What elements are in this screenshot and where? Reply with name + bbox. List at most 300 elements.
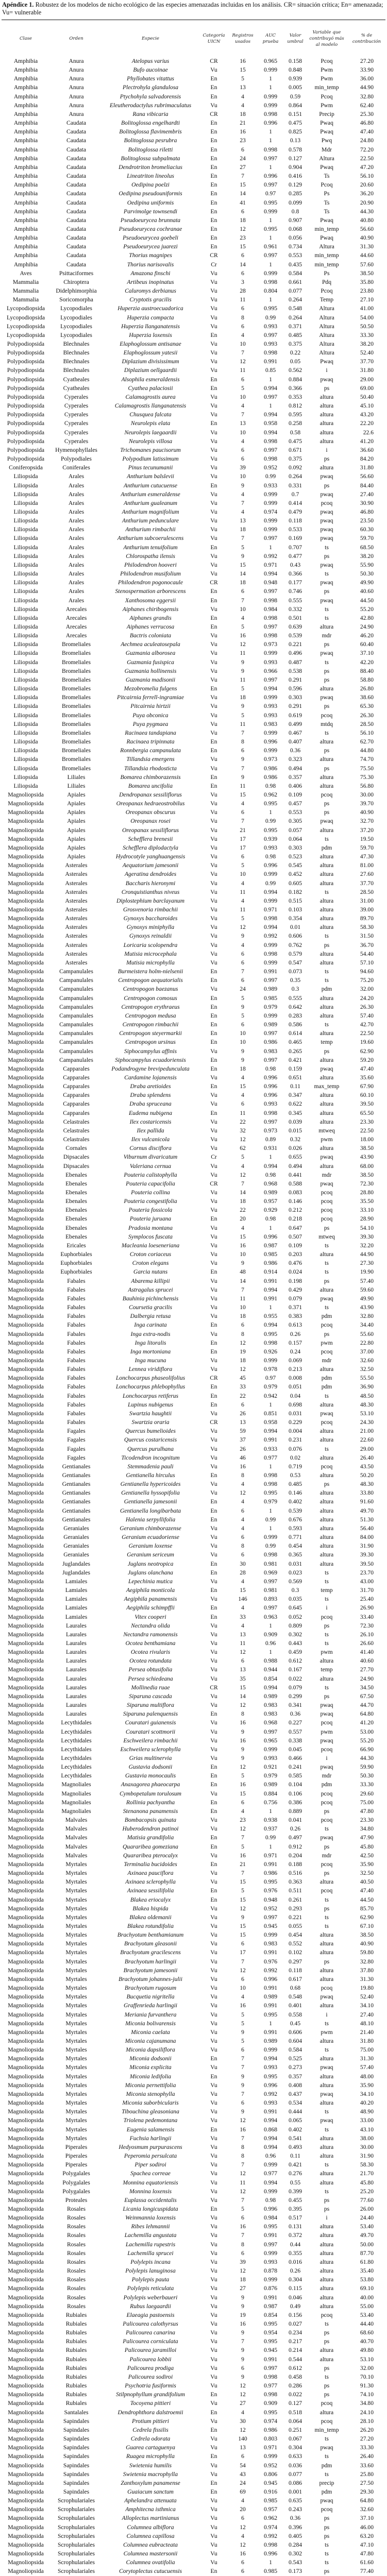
cell-clase: Amphibia	[13, 128, 38, 135]
cell-clase: Magnoliopsida	[8, 1489, 44, 1497]
cell-especie: Parvimolge townsendi	[123, 208, 177, 215]
cell-especie: Pseudoeurycea brunnata	[120, 216, 181, 224]
cell-categoria: En	[210, 75, 217, 82]
cell-especie: Bauhinia pichinchensis	[122, 1295, 179, 1302]
cell-umbral: 0.612	[288, 1657, 302, 1665]
cell-orden: Caudata	[66, 190, 86, 197]
cell-variable: altura	[319, 1100, 334, 1108]
cell-umbral: 0.004	[288, 1428, 302, 1435]
cell-variable: altura	[319, 1286, 334, 1293]
table-row	[0, 1427, 387, 1435]
cell-contribucion: 67.90	[360, 1083, 374, 1090]
cell-clase: Polypodiopsida	[7, 341, 45, 347]
cell-umbral: 0.173	[288, 2568, 302, 2575]
cell-contribucion: 40.70	[360, 2338, 374, 2345]
cell-especie: Nectandra olida	[131, 1622, 170, 1629]
cell-especie: Inga extra-nodis	[130, 1330, 171, 1337]
cell-especie: Oedipina uniformis	[127, 199, 174, 206]
table-row	[0, 2019, 387, 2028]
cell-auc: 0.998	[263, 632, 278, 639]
cell-clase: Magnoliopsida	[8, 2444, 44, 2451]
cell-registros: 16	[240, 1719, 246, 1726]
cell-registros: 15	[240, 1233, 246, 1240]
table-row	[0, 1816, 387, 1824]
cell-orden: Cyperales	[64, 393, 89, 400]
cell-registros: 12	[240, 2382, 246, 2389]
table-row	[0, 304, 387, 313]
cell-clase: Magnoliopsida	[8, 888, 44, 895]
cell-categoria: En	[210, 1383, 217, 1391]
cell-contribucion: 47.20	[360, 163, 374, 171]
cell-clase: Magnoliopsida	[8, 1755, 44, 1761]
cell-categoria: Vu	[210, 1737, 217, 1744]
cell-categoria: Vu	[210, 2179, 217, 2186]
cell-contribucion: 57.10	[360, 959, 374, 966]
table-row	[0, 1224, 387, 1232]
table-row	[0, 322, 387, 331]
cell-orden: Apiales	[67, 835, 86, 842]
table-row	[0, 401, 387, 410]
cell-variable: ps	[324, 384, 330, 392]
cell-umbral: 0.24	[290, 1348, 301, 1355]
cell-variable: ts	[325, 1268, 329, 1276]
cell-registros: 6	[241, 446, 244, 453]
cell-registros: 10	[240, 1039, 246, 1046]
cell-registros: 26	[240, 1445, 246, 1452]
cell-clase: Amphibia	[13, 163, 38, 171]
table-row	[0, 2054, 387, 2063]
cell-registros: 4	[241, 402, 244, 410]
table-row	[0, 711, 387, 720]
cell-especie: Miconia cajanumana	[125, 2038, 176, 2044]
cell-especie: Euplassa occidentalis	[124, 2196, 177, 2204]
cell-orden: Asterales	[65, 924, 88, 931]
cell-especie: Anthurium esmeraldense	[121, 490, 180, 498]
cell-variable: altura	[319, 2294, 334, 2301]
cell-auc: 0.995	[263, 1489, 278, 1497]
cell-contribucion: 56.80	[360, 782, 374, 789]
cell-auc: 0.997	[263, 393, 278, 400]
cell-clase: Magnoliopsida	[8, 906, 44, 913]
cell-variable: ts	[325, 2188, 329, 2195]
cell-contribucion: 44.50	[360, 597, 374, 604]
cell-contribucion: 54.00	[360, 314, 374, 321]
cell-variable: ts	[325, 2373, 329, 2380]
cell-contribucion: 59.90	[360, 1764, 374, 1771]
cell-auc: 0.999	[263, 1534, 278, 1541]
cell-especie: Matisia grandifolia	[127, 1834, 174, 1841]
cell-categoria: Vu	[210, 1551, 217, 1558]
cell-auc: 0.997	[263, 623, 278, 630]
cell-umbral: 0.647	[288, 1224, 302, 1231]
cell-auc: 0.998	[263, 597, 278, 604]
cell-clase: Magnoliopsida	[8, 2373, 44, 2380]
cell-umbral: 0.273	[288, 2064, 302, 2071]
cell-auc: 0.999	[263, 101, 278, 109]
cell-especie: Aequatorium jamesonii	[122, 862, 179, 869]
cell-registros: 12	[240, 1649, 246, 1656]
cell-especie: Ribes lehmannii	[131, 2223, 170, 2230]
cell-auc: 0.98	[265, 782, 276, 789]
cell-variable: pcoq	[321, 1198, 333, 1205]
cell-clase: Magnoliopsida	[8, 2214, 44, 2222]
table-row	[0, 2284, 387, 2293]
table-row	[0, 2532, 387, 2540]
cell-categoria: Vu	[210, 950, 217, 957]
cell-orden: Arales	[68, 499, 85, 506]
cell-variable: altura	[319, 2355, 334, 2363]
cell-auc: 0.89	[265, 1136, 276, 1143]
cell-categoria: Vu	[210, 1313, 217, 1320]
cell-variable: Mdr	[322, 146, 332, 153]
table-row	[0, 1630, 387, 1639]
cell-clase: Magnoliopsida	[8, 2099, 44, 2107]
cell-umbral: 0.067	[288, 2435, 302, 2443]
cell-clase: Magnoliopsida	[8, 2426, 44, 2433]
cell-contribucion: 27.40	[360, 490, 374, 498]
table-row	[0, 2249, 387, 2258]
cell-categoria: Vu	[210, 667, 217, 674]
cell-orden: Sapindales	[63, 2453, 90, 2460]
cell-categoria: Vu	[210, 941, 217, 948]
cell-variable: mdr	[322, 1171, 332, 1178]
cell-umbral: 0.579	[288, 950, 302, 957]
table-row	[0, 1285, 387, 1294]
cell-clase: Magnoliopsida	[8, 1092, 44, 1099]
cell-orden: Fabales	[67, 1419, 86, 1426]
cell-orden: Sapindales	[63, 2444, 90, 2451]
cell-categoria: Vu	[210, 703, 217, 710]
cell-contribucion: 33.90	[360, 66, 374, 74]
cell-variable: altura	[319, 1092, 334, 1099]
column-header-auc: AUC prueba	[262, 33, 279, 44]
cell-categoria: Vu	[210, 2267, 217, 2275]
cell-clase: Amphibia	[13, 146, 38, 153]
cell-contribucion: 56.10	[360, 729, 374, 736]
cell-variable: Precip	[319, 110, 334, 117]
table-row	[0, 154, 387, 163]
cell-clase: Magnoliopsida	[8, 1913, 44, 1921]
cell-umbral: 0.036	[288, 2462, 302, 2469]
cell-contribucion: 23.30	[360, 1118, 374, 1125]
cell-contribucion: 59.70	[360, 844, 374, 851]
cell-registros: 4	[241, 490, 244, 498]
cell-especie: Miconia explicita	[129, 2064, 172, 2071]
table-row	[0, 92, 387, 101]
cell-auc: 0.957	[263, 2506, 278, 2513]
cell-auc: 0.988	[263, 1657, 278, 1665]
cell-orden: Scrophulariales	[57, 2506, 95, 2513]
cell-contribucion: 36.90	[360, 1383, 374, 1391]
cell-variable: pwaq	[320, 1154, 333, 1161]
cell-contribucion: 31.70	[360, 1587, 374, 1594]
cell-variable: ps	[324, 588, 330, 595]
cell-clase: Magnoliopsida	[8, 1993, 44, 2001]
cell-orden: Rubiales	[65, 2355, 87, 2363]
cell-clase: Magnoliopsida	[8, 1030, 44, 1037]
table-row	[0, 1869, 387, 1877]
table-row	[0, 1886, 387, 1895]
cell-clase: Magnoliopsida	[8, 1922, 44, 1929]
cell-orden: Arales	[68, 597, 85, 604]
cell-contribucion: 77.40	[360, 2568, 374, 2575]
cell-especie: Aegiphila panamensis	[124, 1596, 177, 1603]
cell-auc: 0.996	[263, 1092, 278, 1099]
cell-umbral: 0.026	[288, 1145, 302, 1152]
cell-registros: 16	[240, 58, 246, 64]
cell-auc: 0.999	[263, 2249, 278, 2257]
cell-variable: altura	[319, 994, 334, 1002]
cell-clase: Magnoliopsida	[8, 1631, 44, 1638]
cell-registros: 6	[241, 950, 244, 957]
cell-orden: Sapindales	[63, 2470, 90, 2478]
cell-registros: 16	[240, 1781, 246, 1788]
cell-contribucion: 32.00	[360, 986, 374, 993]
cell-contribucion: 43.10	[360, 2126, 374, 2133]
cell-umbral: 0.533	[288, 526, 302, 533]
cell-variable: ps	[324, 747, 330, 754]
cell-orden: Myrtales	[65, 1931, 87, 1939]
cell-contribucion: 44.90	[360, 84, 374, 91]
cell-auc: 0.999	[263, 1357, 278, 1364]
table-row	[0, 958, 387, 967]
cell-auc: 0.995	[263, 2223, 278, 2230]
cell-categoria: En	[210, 1764, 217, 1771]
cell-especie: Eudema nubigena	[128, 1109, 173, 1116]
cell-clase: Magnoliopsida	[8, 1180, 44, 1187]
cell-auc: 0.976	[263, 1958, 278, 1965]
cell-variable: ts	[325, 2541, 329, 2548]
cell-variable: ts	[325, 2453, 329, 2460]
cell-contribucion: 57.40	[360, 1277, 374, 1284]
cell-especie: Licania longicuspidata	[123, 2205, 178, 2212]
cell-categoria: CR	[210, 1375, 218, 1382]
cell-registros: 7	[241, 1286, 244, 1293]
cell-contribucion: 27.70	[360, 1666, 374, 1673]
cell-categoria: Vu	[210, 349, 217, 357]
table-row	[0, 1320, 387, 1329]
cell-orden: Caudata	[66, 208, 86, 215]
cell-variable: min_temp	[314, 261, 339, 268]
cell-variable: altura	[319, 1931, 334, 1939]
cell-categoria: En	[210, 1507, 217, 1514]
cell-registros: 12	[240, 1764, 246, 1771]
cell-orden: Malvales	[65, 1817, 88, 1824]
cell-especie: Ageratina dendroides	[124, 871, 177, 878]
cell-umbral: 0.496	[288, 650, 302, 657]
cell-clase: Lycopodiopsida	[6, 305, 45, 312]
table-row	[0, 888, 387, 896]
cell-variable: ps	[324, 1277, 330, 1284]
cell-categoria: Vu	[210, 1852, 217, 1859]
cell-categoria: Vu	[210, 1905, 217, 1912]
cell-auc: 0.983	[263, 1710, 278, 1718]
cell-auc: 0.876	[263, 2285, 278, 2292]
cell-umbral: 0.039	[288, 1118, 302, 1125]
cell-clase: Magnoliopsida	[8, 2497, 44, 2504]
table-row	[0, 923, 387, 931]
cell-especie: Cyathea palaciosii	[128, 384, 173, 392]
cell-especie: Stilpnophyllum grandifolium	[116, 2391, 185, 2398]
cell-orden: Scrophulariales	[57, 2559, 95, 2566]
cell-registros: 19	[240, 1348, 246, 1355]
cell-orden: Caudata	[66, 173, 86, 180]
cell-clase: Magnoliopsida	[8, 1171, 44, 1178]
cell-contribucion: 56.40	[360, 1524, 374, 1532]
cell-variable: Ts	[324, 208, 330, 215]
cell-clase: Liliopsida	[13, 526, 38, 533]
table-row	[0, 693, 387, 702]
cell-categoria: En	[210, 2205, 217, 2212]
cell-auc: 0.979	[263, 1498, 278, 1505]
cell-especie: Terminalia bucidoides	[124, 1860, 177, 1868]
cell-clase: Magnoliopsida	[8, 1056, 44, 1063]
cell-especie: Philodendron musifolium	[120, 570, 181, 578]
cell-registros: 7	[241, 597, 244, 604]
cell-registros: 33	[240, 1383, 246, 1391]
cell-orden: Bromeliales	[61, 658, 91, 666]
cell-auc: 0.998	[263, 1481, 278, 1488]
cell-especie: Pitcairnia hirtzii	[130, 703, 171, 710]
cell-variable: pwaq	[320, 473, 333, 480]
cell-categoria: En	[210, 2073, 217, 2080]
cell-clase: Liliopsida	[13, 676, 38, 683]
cell-auc: 0.989	[263, 1189, 278, 1196]
cell-registros: 6	[241, 1021, 244, 1028]
cell-especie: Juglans neotropica	[127, 1560, 174, 1567]
cell-orden: Blechnales	[63, 367, 90, 374]
cell-auc: 1	[269, 1622, 272, 1629]
cell-categoria: Vu	[210, 1100, 217, 1108]
cell-clase: Amphibia	[13, 252, 38, 259]
cell-umbral: 0.466	[288, 1755, 302, 1761]
cell-variable: altura	[319, 402, 334, 410]
cell-contribucion: 28.50	[360, 888, 374, 895]
cell-orden: Celastrales	[63, 1118, 90, 1125]
cell-orden: Cyatheales	[63, 376, 90, 383]
cell-registros: 5	[241, 544, 244, 551]
cell-contribucion: 34.40	[360, 1321, 374, 1329]
cell-orden: Myrtales	[65, 1967, 87, 1974]
cell-especie: Lepechinia mutica	[128, 1578, 173, 1585]
cell-categoria: Vu	[210, 2196, 217, 2204]
cell-clase: Magnoliopsida	[8, 1657, 44, 1665]
cell-auc: 0.992	[263, 1967, 278, 1974]
cell-especie: Neurolepis villosa	[128, 437, 173, 445]
cell-contribucion: 31.30	[360, 1975, 374, 1982]
cell-variable: altura	[319, 2143, 334, 2150]
cell-clase: Amphibia	[13, 120, 38, 127]
cell-registros: 7	[241, 499, 244, 506]
cell-auc: 0.991	[263, 1949, 278, 1956]
cell-variable: pwaq	[320, 517, 333, 524]
cell-especie: Oedipina poelzi	[131, 181, 170, 189]
table-row	[0, 1533, 387, 1541]
table-row	[0, 596, 387, 605]
cell-categoria: Vu	[210, 2143, 217, 2150]
table-row	[0, 481, 387, 490]
cell-especie: Oedipina pseudouniformis	[119, 190, 182, 197]
cell-variable: Pcoq	[321, 58, 333, 64]
cell-orden: Sapindales	[63, 2462, 90, 2469]
cell-categoria: Vu	[210, 1967, 217, 1974]
cell-clase: Polypodiopsida	[7, 367, 45, 374]
cell-clase: Polypodiopsida	[7, 411, 45, 418]
cell-especie: Cedrela fissilis	[132, 2426, 169, 2433]
cell-categoria: Vu	[210, 879, 217, 887]
cell-especie: Valeriana cernua	[129, 1162, 172, 1170]
cell-orden: Capparales	[63, 1092, 90, 1099]
cell-variable: pcoq	[321, 2506, 333, 2513]
cell-auc: 0.995	[263, 1330, 278, 1337]
cell-umbral: 0.467	[288, 729, 302, 736]
cell-clase: Magnoliopsida	[8, 818, 44, 825]
cell-umbral: 0.912	[288, 1843, 302, 1850]
cell-categoria: Vu	[210, 429, 217, 436]
cell-clase: Magnoliopsida	[8, 2117, 44, 2124]
cell-variable: altura	[319, 2409, 334, 2416]
cell-variable: i	[326, 2214, 328, 2222]
cell-orden: Rosales	[66, 2276, 86, 2283]
cell-categoria: En	[210, 977, 217, 984]
cell-registros: 14	[240, 261, 246, 268]
cell-registros: 6	[241, 305, 244, 312]
cell-especie: Graffenrieda harlingii	[123, 2002, 178, 2009]
cell-orden: Arecales	[65, 614, 87, 621]
cell-orden: Fabales	[67, 1286, 86, 1293]
cell-orden: Liliales	[67, 782, 86, 789]
cell-categoria: Vu	[210, 2338, 217, 2345]
cell-variable: ts	[325, 1825, 329, 1833]
cell-categoria: CR	[210, 1684, 218, 1691]
table-row	[0, 499, 387, 507]
cell-categoria: Vu	[210, 2011, 217, 2018]
cell-orden: Rubiales	[65, 2320, 87, 2327]
cell-orden: Rubiales	[65, 2329, 87, 2336]
cell-especie: Oreopanax hedraeostrobilus	[116, 800, 185, 807]
cell-umbral: 0.595	[288, 411, 302, 418]
cell-auc: 0.99	[265, 1834, 276, 1841]
cell-variable: ps	[324, 455, 330, 463]
cell-categoria: En	[210, 1268, 217, 1276]
cell-auc: 0.971	[263, 1852, 278, 1859]
cell-contribucion: 59.80	[360, 1949, 374, 1956]
cell-especie: Palicourea prodiga	[127, 2364, 174, 2371]
table-row	[0, 2311, 387, 2319]
cell-umbral: 0.584	[288, 2046, 302, 2054]
cell-clase: Magnoliopsida	[8, 853, 44, 860]
cell-orden: Gentianales	[62, 1481, 91, 1488]
cell-categoria: Vu	[210, 2258, 217, 2265]
cell-umbral: 0.243	[288, 2506, 302, 2513]
cell-registros: 5	[241, 2205, 244, 2212]
cell-contribucion: 33.30	[360, 1781, 374, 1788]
cell-umbral: 0.645	[288, 1604, 302, 1612]
cell-especie: Swietenia macrophylla	[123, 2470, 178, 2478]
cell-umbral: 0.102	[288, 1949, 302, 1956]
cell-contribucion: 55.50	[360, 1375, 374, 1382]
cell-especie: Loricaria scolopendra	[123, 941, 178, 948]
cell-registros: 4	[241, 1578, 244, 1585]
cell-orden: Bromeliales	[61, 641, 91, 648]
cell-categoria: Vu	[210, 2214, 217, 2222]
table-row	[0, 1674, 387, 1683]
cell-orden: Caudata	[66, 243, 86, 250]
cell-clase: Magnoliopsida	[8, 1807, 44, 1815]
cell-variable: Pdq	[322, 278, 332, 285]
table-row	[0, 1462, 387, 1471]
cell-auc: 1	[269, 84, 272, 91]
